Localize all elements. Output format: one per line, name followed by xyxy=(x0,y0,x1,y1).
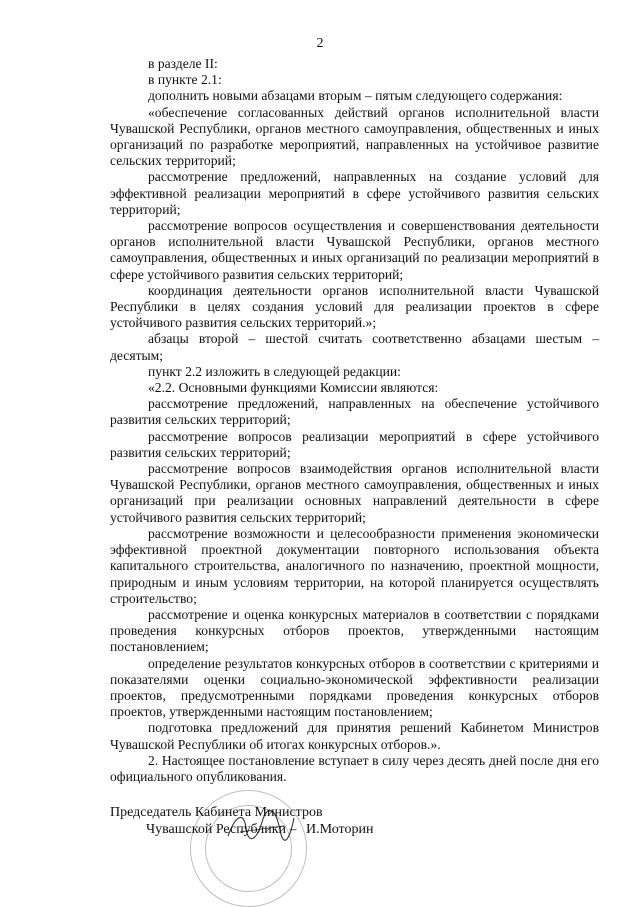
paragraph: рассмотрение предложений, направленных на обеспечение устойчивого развития сельских территорий; xyxy=(110,396,599,428)
paragraph: рассмотрение возможности и целесообразности применения экономически эффективной проектной документации повторного использования объекта капитального строительства, аналогичного по назначению, проектной мощности, природным и иным условиям территории, на которой планируется осуществлять строительство; xyxy=(110,525,599,606)
paragraph: «обеспечение согласованных действий органов исполнительной власти Чувашской Республики, органов местного самоуправления, общественных и иных организаций по разработке мероприятий, направленных на устойчивое развитие сельских территорий; xyxy=(110,104,599,169)
signatory-title-line1: Председатель Кабинета Министров xyxy=(110,805,323,820)
paragraph: абзацы второй – шестой считать соответственно абзацами шестым – десятым; xyxy=(110,331,599,363)
signatory-title-line2: Чувашской Республики – xyxy=(146,822,297,837)
page-number: 2 xyxy=(316,36,324,51)
paragraph: в пункте 2.1: xyxy=(148,72,222,88)
paragraph: 2. Настоящее постановление вступает в силу через десять дней после дня его официального опубликования. xyxy=(110,752,599,784)
paragraph: «2.2. Основными функциями Комиссии являются: xyxy=(148,380,439,396)
paragraph: рассмотрение вопросов взаимодействия органов исполнительной власти Чувашской Республики, органов местного самоуправления, общественных и иных организаций при реализации основных направлений деятельности в сфере устойчивого развития сельских территорий; xyxy=(110,461,599,525)
paragraph: координация деятельности органов исполнительной власти Чувашской Республики в целях создания условий для реализации проектов в сфере устойчивого развития сельских территорий.»; xyxy=(110,282,599,331)
paragraph: рассмотрение предложений, направленных на создание условий для эффективной реализации мероприятий в сфере устойчивого развития сельских территорий; xyxy=(110,169,599,217)
document-body xyxy=(110,56,599,785)
paragraph: подготовка предложений для принятия решений Кабинетом Министров Чувашской Республики об итогах конкурсных отборов.». xyxy=(110,720,599,752)
paragraph: рассмотрение вопросов осуществления и совершенствования деятельности органов исполнительной власти Чувашской Республики, органов местного самоуправления, общественных и иных организаций по реализации мероприятий в сфере устойчивого развития сельских территорий; xyxy=(110,218,599,282)
paragraph: дополнить новыми абзацами вторым – пятым следующего содержания: xyxy=(148,88,563,104)
paragraph: определение результатов конкурсных отборов в соответствии с критериями и показателями оценки социально-экономической эффективности реализации проектов, предусмотренными порядками проведения конкурсных отборов проектов, утвержденными настоящим постановлением; xyxy=(110,655,599,720)
paragraph: рассмотрение и оценка конкурсных материалов в соответствии с порядками проведения конкурсных отборов проектов, утвержденными настоящим постановлением; xyxy=(110,606,599,655)
signatory-name: И.Моторин xyxy=(306,822,374,837)
paragraph: пункт 2.2 изложить в следующей редакции: xyxy=(148,363,401,379)
paragraph: в разделе II: xyxy=(148,56,218,71)
paragraph: рассмотрение вопросов реализации мероприятий в сфере устойчивого развития сельских территорий; xyxy=(110,428,599,460)
